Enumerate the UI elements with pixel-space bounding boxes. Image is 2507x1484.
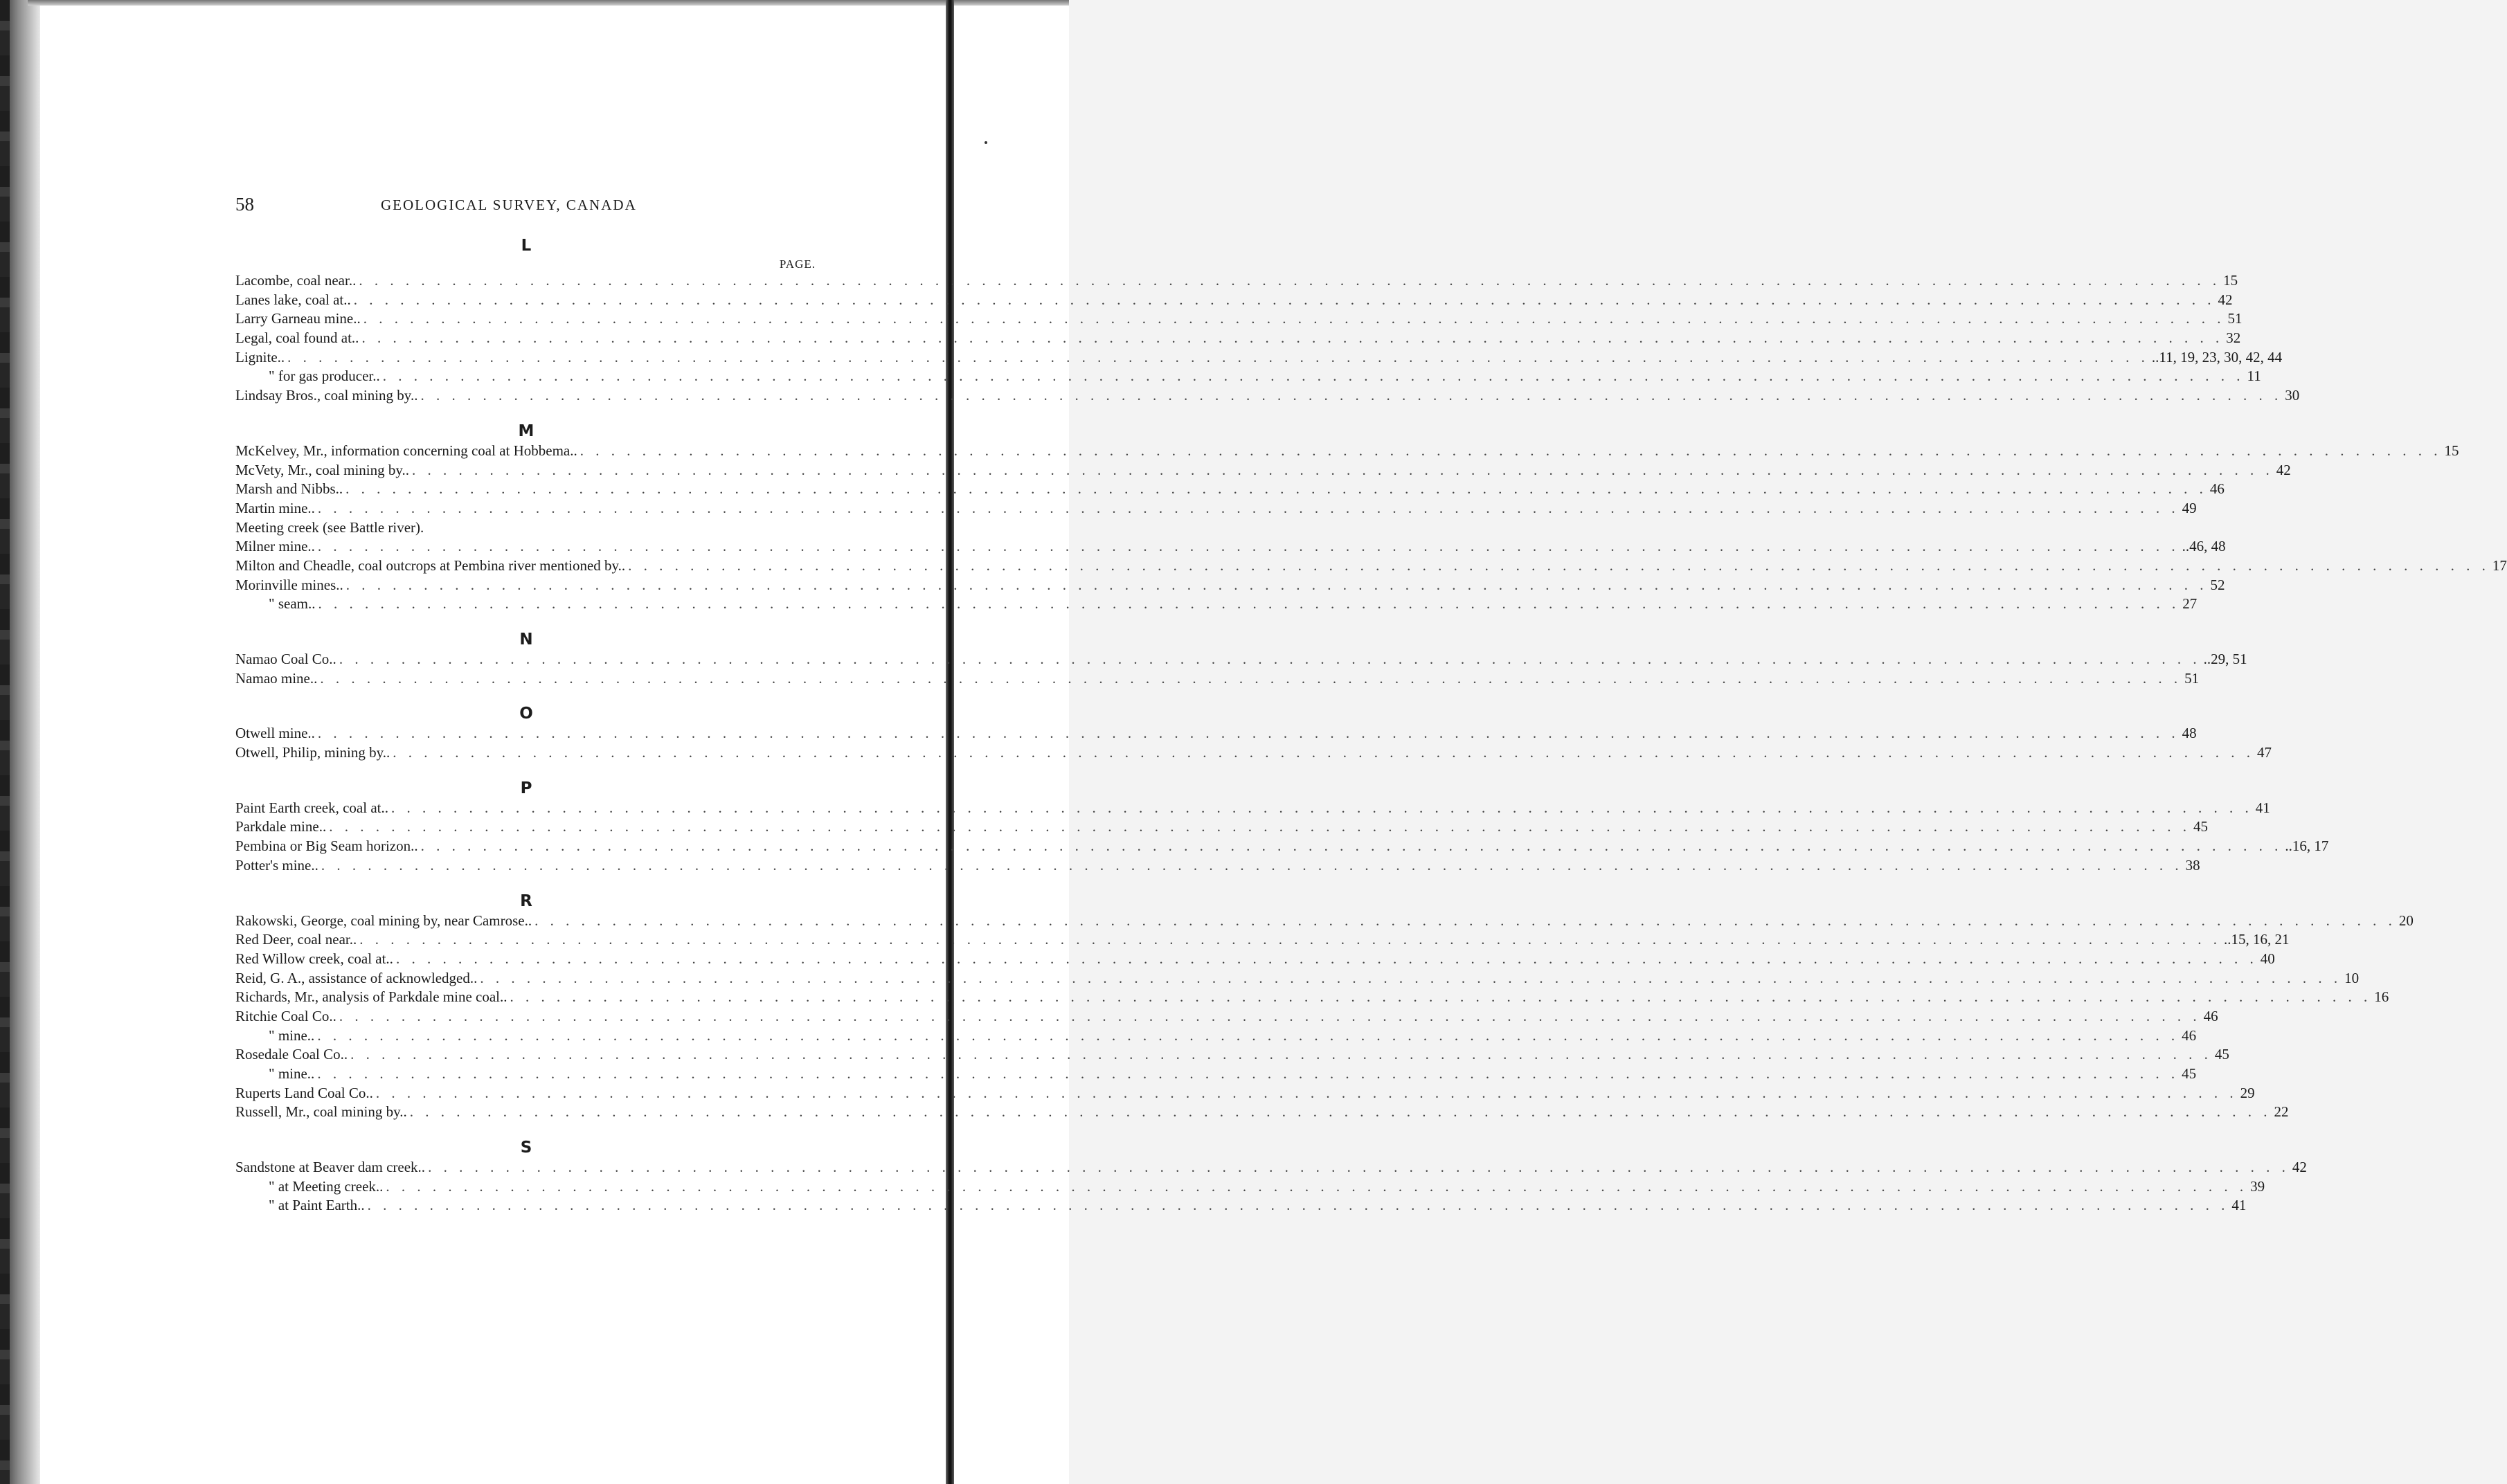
entry-page-refs: 29: [2240, 1084, 2255, 1101]
entry-page-refs: 48: [2182, 725, 2197, 742]
entry-text: " mine..: [269, 1065, 315, 1082]
index-entry: [235, 499, 2197, 518]
entry-page-refs: 40: [2260, 950, 2275, 967]
leader-dots: . . . . . . . . . . . . . . . . . . . . . . . . . . . . . . . . . . . . . . . . . . . . . . . . . . . . . . . . . . . . . . . . . . . . . . . . . . . . . . . . . . . . . . . . . . . . . . . . . . . . . . . . . . . . . . . . . . . . . . . .: [353, 291, 2216, 308]
leader-dots: . . . . . . . . . . . . . . . . . . . . . . . . . . . . . . . . . . . . . . . . . . . . . . . . . . . . . . . . . . . . . . . . . . . . . . . . . . . . . . . . . . . . . . . . . . . . . . . . . . . . . . . . . . . . . . . . . . . . . . . .: [363, 310, 2225, 327]
entry-page-refs: ..46, 48: [2182, 538, 2226, 555]
entry-text: Rakowski, George, coal mining by, near Camrose..: [235, 912, 532, 929]
index-listing: [235, 235, 2507, 1215]
entry-page-refs: 41: [2231, 1197, 2247, 1214]
section-letter: N: [519, 631, 533, 649]
index-entry: [235, 837, 2329, 856]
leader-dots: . . . . . . . . . . . . . . . . . . . . . . . . . . . . . . . . . . . . . . . . . . . . . . . . . . . . . . . . . . . . . . . . . . . . . . . . . . . . . . . . . . . . . . . . . . . . . . . . . . . . . . . . . . . . . . . . . . . . . . . .: [390, 799, 2253, 816]
index-entry: [235, 1177, 2265, 1197]
index-entry: [235, 724, 2197, 743]
leader-dots: . . . . . . . . . . . . . . . . . . . . . . . . . . . . . . . . . . . . . . . . . . . . . . . . . . . . . . . . . . . . . . . . . . . . . . . . . . . . . . . . . . . . . . . . . . . . . . . . . . . . . . . . . . . . . . . . . . . . . . . .: [480, 969, 2342, 986]
leader-dots: . . . . . . . . . . . . . . . . . . . . . . . . . . . . . . . . . . . . . . . . . . . . . . . . . . . . . . . . . . . . . . . . . . . . . . . . . . . . . . . . . . . . . . . . . . . . . . . . . . . . . . . . . . . . . . . . . . . . . . . .: [317, 538, 2180, 555]
entry-text: McVety, Mr., coal mining by..: [235, 461, 409, 478]
entry-page-refs: 27: [2182, 595, 2198, 613]
index-entry: [235, 461, 2291, 480]
leader-dots: . . . . . . . . . . . . . . . . . . . . . . . . . . . . . . . . . . . . . . . . . . . . . . . . . . . . . . . . . . . . . . . . . . . . . . . . . . . . . . . . . . . . . . . . . . . . . . . . . . . . . . . . . . . . . . . . . . . . . . . .: [382, 368, 2245, 385]
entry-page-refs: 39: [2250, 1177, 2265, 1195]
entry-text: Rosedale Coal Co..: [235, 1046, 348, 1063]
entry-page-refs: 16: [2374, 988, 2389, 1006]
leader-dots: . . . . . . . . . . . . . . . . . . . . . . . . . . . . . . . . . . . . . . . . . . . . . . . . . . . . . . . . . . . . . . . . . . . . . . . . . . . . . . . . . . . . . . . . . . . . . . . . . . . . . . . . . . . . . . . . . . . . . . . .: [395, 950, 2258, 967]
entry-page-refs: 15: [2223, 272, 2238, 289]
entry-text: " at Meeting creek..: [269, 1177, 384, 1195]
entry-text: Reid, G. A., assistance of acknowledged..: [235, 969, 478, 986]
entry-page-refs: 45: [2193, 818, 2208, 835]
entry-text: Meeting creek (see Battle river).: [235, 518, 424, 536]
index-entry: [235, 930, 2290, 950]
entry-text: Russell, Mr., coal mining by..: [235, 1103, 407, 1121]
entry-page-refs: 42: [2276, 461, 2291, 478]
entry-text: McKelvey, Mr., information concerning coal at Hobbema..: [235, 442, 577, 459]
index-entry: [235, 329, 2241, 348]
leader-dots: . . . . . . . . . . . . . . . . . . . . . . . . . . . . . . . . . . . . . . . . . . . . . . . . . . . . . . . . . . . . . . . . . . . . . . . . . . . . . . . . . . . . . . . . . . . . . . . . . . . . . . . . . . . . . . . . . . . . . . . .: [318, 595, 2180, 613]
leader-dots: . . . . . . . . . . . . . . . . . . . . . . . . . . . . . . . . . . . . . . . . . . . . . . . . . . . . . . . . . . . . . . . . . . . . . . . . . . . . . . . . . . . . . . . . . . . . . . . . . . . . . . . . . . . . . . . . . . . . . . . .: [321, 856, 2183, 874]
index-entry: [235, 988, 2389, 1007]
entry-page-refs: 38: [2185, 856, 2200, 874]
entry-text: Morinville mines..: [235, 576, 343, 593]
index-entry: [235, 480, 2225, 499]
index-entry: [235, 1065, 2197, 1084]
leader-dots: . . . . . . . . . . . . . . . . . . . . . . . . . . . . . . . . . . . . . . . . . . . . . . . . . . . . . . . . . . . . . . . . . . . . . . . . . . . . . . . . . . . . . . . . . . . . . . . . . . . . . . . . . . . . . . . . . . . . . . . .: [579, 442, 2442, 459]
entry-page-refs: 52: [2210, 576, 2225, 593]
entry-page-refs: 41: [2255, 799, 2270, 816]
leader-dots: . . . . . . . . . . . . . . . . . . . . . . . . . . . . . . . . . . . . . . . . . . . . . . . . . . . . . . . . . . . . . . . . . . . . . . . . . . . . . . . . . . . . . . . . . . . . . . . . . . . . . . . . . . . . . . . . . . . . . . . .: [339, 651, 2201, 667]
leader-dots: . . . . . . . . . . . . . . . . . . . . . . . . . . . . . . . . . . . . . . . . . . . . . . . . . . . . . . . . . . . . . . . . . . . . . . . . . . . . . . . . . . . . . . . . . . . . . . . . . . . . . . . . . . . . . . . . . . . . . . . .: [359, 272, 2221, 289]
entry-page-refs: 22: [2274, 1103, 2289, 1121]
leader-dots: . . . . . . . . . . . . . . . . . . . . . . . . . . . . . . . . . . . . . . . . . . . . . . . . . . . . . . . . . . . . . . . . . . . . . . . . . . . . . . . . . . . . . . . . . . . . . . . . . . . . . . . . . . . . . . . . . . . . . . . .: [317, 1026, 2180, 1044]
page-header: [235, 194, 651, 215]
section-letter: R: [520, 892, 532, 910]
entry-text: Milton and Cheadle, coal outcrops at Pembina river mentioned by..: [235, 556, 626, 574]
index-entry: [235, 1158, 2307, 1177]
entry-page-refs: 47: [2256, 744, 2272, 761]
leader-dots: . . . . . . . . . . . . . . . . . . . . . . . . . . . . . . . . . . . . . . . . . . . . . . . . . . . . . . . . . . . . . . . . . . . . . . . . . . . . . . . . . . . . . . . . . . . . . . . . . . . . . . . . . . . . . . . . . . . . . . . .: [361, 329, 2224, 347]
index-entry: [235, 518, 817, 538]
index-entry: [235, 271, 2238, 291]
leader-dots: . . . . . . . . . . . . . . . . . . . . . . . . . . . . . . . . . . . . . . . . . . . . . . . . . . . . . . . . . . . . . . . . . . . . . . . . . . . . . . . . . . . . . . . . . . . . . . . . . . . . . . . . . . . . . . . . . . . . . . . .: [428, 1159, 2290, 1176]
index-entry: [235, 669, 2200, 689]
entry-page-refs: 46: [2203, 1007, 2218, 1024]
entry-page-refs: 20: [2398, 912, 2414, 929]
entry-page-refs: 46: [2209, 480, 2225, 498]
index-entry: [235, 1103, 2289, 1122]
entry-text: Lignite..: [235, 348, 285, 365]
page-number: 58: [235, 194, 254, 215]
index-entry: [235, 595, 2198, 614]
section-letter: M: [518, 422, 534, 440]
index-entry: [235, 291, 2233, 310]
entry-page-refs: 30: [2285, 387, 2300, 404]
leader-dots: . . . . . . . . . . . . . . . . . . . . . . . . . . . . . . . . . . . . . . . . . . . . . . . . . . . . . . . . . . . . . . . . . . . . . . . . . . . . . . . . . . . . . . . . . . . . . . . . . . . . . . . . . . . . . . . . . . . . . . . .: [628, 556, 2490, 574]
entry-text: Lanes lake, coal at..: [235, 291, 351, 308]
entry-page-refs: 45: [2182, 1065, 2197, 1082]
entry-page-refs: 45: [2214, 1046, 2229, 1063]
entry-text: Martin mine..: [235, 499, 315, 516]
entry-text: Namao Coal Co..: [235, 651, 336, 667]
entry-text: Richards, Mr., analysis of Parkdale mine coal..: [235, 988, 507, 1006]
leader-dots: . . . . . . . . . . . . . . . . . . . . . . . . . . . . . . . . . . . . . . . . . . . . . . . . . . . . . . . . . . . . . . . . . . . . . . . . . . . . . . . . . . . . . . . . . . . . . . . . . . . . . . . . . . . . . . . . . . . . . . . .: [534, 912, 2396, 929]
entry-text: Ruperts Land Coal Co..: [235, 1084, 373, 1101]
entry-text: Red Deer, coal near..: [235, 931, 357, 948]
entry-text: " at Paint Earth..: [269, 1197, 365, 1214]
index-entry: [235, 442, 2459, 461]
entry-text: Potter's mine..: [235, 856, 318, 874]
leader-dots: . . . . . . . . . . . . . . . . . . . . . . . . . . . . . . . . . . . . . . . . . . . . . . . . . . . . . . . . . . . . . . . . . . . . . . . . . . . . . . . . . . . . . . . . . . . . . . . . . . . . . . . . . . . . . . . . . . . . . . . .: [320, 669, 2182, 687]
entry-text: Red Willow creek, coal at..: [235, 950, 393, 967]
index-section-r: [235, 891, 2414, 1123]
running-title: GEOLOGICAL SURVEY, CANADA: [381, 197, 637, 213]
index-entry: [235, 1084, 2255, 1103]
index-entry: [235, 1045, 2229, 1065]
entry-text: Otwell mine..: [235, 725, 315, 742]
section-letter: O: [519, 705, 533, 723]
index-entry: [235, 537, 2226, 556]
index-entry: [235, 950, 2275, 969]
page-top-edge: [28, 0, 1069, 6]
leader-dots: . . . . . . . . . . . . . . . . . . . . . . . . . . . . . . . . . . . . . . . . . . . . . . . . . . . . . . . . . . . . . . . . . . . . . . . . . . . . . . . . . . . . . . . . . . . . . . . . . . . . . . . . . . . . . . . . . . . . . . . .: [386, 1177, 2248, 1195]
entry-page-refs: ..16, 17: [2285, 838, 2329, 855]
leader-dots: . . . . . . . . . . . . . . . . . . . . . . . . . . . . . . . . . . . . . . . . . . . . . . . . . . . . . . . . . . . . . . . . . . . . . . . . . . . . . . . . . . . . . . . . . . . . . . . . . . . . . . . . . . . . . . . . . . . . . . . .: [345, 480, 2207, 498]
entry-page-refs: ..15, 16, 21: [2224, 931, 2290, 948]
leader-dots: . . . . . . . . . . . . . . . . . . . . . . . . . . . . . . . . . . . . . . . . . . . . . . . . . . . . . . . . . . . . . . . . . . . . . . . . . . . . . . . . . . . . . . . . . . . . . . . . . . . . . . . . . . . . . . . . . . . . . . . .: [287, 348, 2149, 365]
index-entry: [235, 386, 2300, 406]
entry-page-refs: 17: [2492, 556, 2507, 574]
index-entry: [235, 912, 2414, 931]
entry-text: Paint Earth creek, coal at..: [235, 799, 388, 816]
index-entry: [235, 576, 2225, 595]
index-entry: [235, 743, 2272, 763]
entry-page-refs: 49: [2182, 499, 2197, 516]
leader-dots: . . . . . . . . . . . . . . . . . . . . . . . . . . . . . . . . . . . . . . . . . . . . . . . . . . . . . . . . . . . . . . . . . . . . . . . . . . . . . . . . . . . . . . . . . . . . . . . . . . . . . . . . . . . . . . . . . . . . . . . .: [375, 1084, 2238, 1101]
index-entry: [235, 817, 2208, 837]
index-entry: [235, 1196, 2247, 1215]
section-letter: P: [520, 779, 532, 797]
index-section-p: [235, 778, 2329, 876]
entry-page-refs: 42: [2218, 291, 2233, 308]
index-entry: [235, 348, 2283, 368]
leader-dots: . . . . . . . . . . . . . . . . . . . . . . . . . . . . . . . . . . . . . . . . . . . . . . . . . . . . . . . . . . . . . . . . . . . . . . . . . . . . . . . . . . . . . . . . . . . . . . . . . . . . . . . . . . . . . . . . . . . . . . . .: [339, 1007, 2201, 1024]
index-entry: [235, 367, 2261, 386]
entry-page-refs: 15: [2444, 442, 2459, 459]
index-entry: [235, 650, 2247, 669]
binding-edge: [0, 0, 10, 1484]
leader-dots: . . . . . . . . . . . . . . . . . . . . . . . . . . . . . . . . . . . . . . . . . . . . . . . . . . . . . . . . . . . . . . . . . . . . . . . . . . . . . . . . . . . . . . . . . . . . . . . . . . . . . . . . . . . . . . . . . . . . . . . .: [420, 838, 2283, 855]
leader-dots: . . . . . . . . . . . . . . . . . . . . . . . . . . . . . . . . . . . . . . . . . . . . . . . . . . . . . . . . . . . . . . . . . . . . . . . . . . . . . . . . . . . . . . . . . . . . . . . . . . . . . . . . . . . . . . . . . . . . . . . .: [359, 931, 2221, 948]
index-entry: [235, 799, 2270, 818]
section-letter: L: [521, 237, 532, 255]
leader-dots: . . . . . . . . . . . . . . . . . . . . . . . . . . . . . . . . . . . . . . . . . . . . . . . . . . . . . . . . . . . . . . . . . . . . . . . . . . . . . . . . . . . . . . . . . . . . . . . . . . . . . . . . . . . . . . . . . . . . . . . .: [412, 461, 2274, 478]
entry-page-refs: ..11, 19, 23, 30, 42, 44: [2151, 348, 2283, 365]
entry-text: Lacombe, coal near..: [235, 272, 357, 289]
entry-page-refs: 42: [2292, 1159, 2307, 1176]
entry-text: Milner mine..: [235, 538, 315, 555]
index-section-l: [235, 235, 2300, 406]
index-entry: [235, 856, 2200, 876]
entry-text: Legal, coal found at..: [235, 329, 359, 347]
entry-page-refs: 11: [2247, 368, 2261, 385]
index-entry: [235, 1026, 2197, 1046]
leader-dots: . . . . . . . . . . . . . . . . . . . . . . . . . . . . . . . . . . . . . . . . . . . . . . . . . . . . . . . . . . . . . . . . . . . . . . . . . . . . . . . . . . . . . . . . . . . . . . . . . . . . . . . . . . . . . . . . . . . . . . . .: [345, 576, 2208, 593]
leader-dots: . . . . . . . . . . . . . . . . . . . . . . . . . . . . . . . . . . . . . . . . . . . . . . . . . . . . . . . . . . . . . . . . . . . . . . . . . . . . . . . . . . . . . . . . . . . . . . . . . . . . . . . . . . . . . . . . . . . . . . . .: [409, 1103, 2272, 1121]
entry-text: " seam..: [269, 595, 316, 613]
entry-page-refs: 32: [2226, 329, 2241, 347]
paper-speck: [985, 141, 987, 144]
leader-dots: . . . . . . . . . . . . . . . . . . . . . . . . . . . . . . . . . . . . . . . . . . . . . . . . . . . . . . . . . . . . . . . . . . . . . . . . . . . . . . . . . . . . . . . . . . . . . . . . . . . . . . . . . . . . . . . . . . . . . . . .: [510, 988, 2372, 1006]
page-column-heading: PAGE.: [779, 257, 816, 271]
leader-dots: . . . . . . . . . . . . . . . . . . . . . . . . . . . . . . . . . . . . . . . . . . . . . . . . . . . . . . . . . . . . . . . . . . . . . . . . . . . . . . . . . . . . . . . . . . . . . . . . . . . . . . . . . . . . . . . . . . . . . . . .: [367, 1197, 2229, 1214]
entry-text: Pembina or Big Seam horizon..: [235, 838, 418, 855]
entry-text: Marsh and Nibbs..: [235, 480, 343, 498]
leader-dots: . . . . . . . . . . . . . . . . . . . . . . . . . . . . . . . . . . . . . . . . . . . . . . . . . . . . . . . . . . . . . . . . . . . . . . . . . . . . . . . . . . . . . . . . . . . . . . . . . . . . . . . . . . . . . . . . . . . . . . . .: [393, 744, 2254, 761]
entry-page-refs: 46: [2182, 1026, 2197, 1044]
entry-text: " mine..: [269, 1026, 315, 1044]
entry-text: Namao mine..: [235, 669, 318, 687]
entry-text: " for gas producer..: [269, 368, 380, 385]
leader-dots: . . . . . . . . . . . . . . . . . . . . . . . . . . . . . . . . . . . . . . . . . . . . . . . . . . . . . . . . . . . . . . . . . . . . . . . . . . . . . . . . . . . . . . . . . . . . . . . . . . . . . . . . . . . . . . . . . . . . . . . .: [420, 387, 2283, 404]
leader-dots: . . . . . . . . . . . . . . . . . . . . . . . . . . . . . . . . . . . . . . . . . . . . . . . . . . . . . . . . . . . . . . . . . . . . . . . . . . . . . . . . . . . . . . . . . . . . . . . . . . . . . . . . . . . . . . . . . . . . . . . .: [350, 1046, 2212, 1063]
index-section-m: [235, 421, 2507, 614]
index-entry: [235, 1007, 2218, 1026]
section-letter: S: [520, 1139, 532, 1157]
entry-text: Ritchie Coal Co..: [235, 1007, 336, 1024]
entry-page-refs: 51: [2184, 669, 2200, 687]
index-section-s: [235, 1137, 2307, 1215]
index-entry: [235, 969, 2360, 988]
entry-page-refs: 51: [2227, 310, 2243, 327]
index-entry: [235, 556, 2507, 576]
entry-text: Sandstone at Beaver dam creek..: [235, 1159, 426, 1176]
entry-text: Otwell, Philip, mining by..: [235, 744, 390, 761]
entry-text: Parkdale mine..: [235, 818, 327, 835]
index-section-o: [235, 703, 2272, 762]
index-section-n: [235, 629, 2247, 688]
entry-page-refs: ..29, 51: [2203, 651, 2247, 667]
leader-dots: . . . . . . . . . . . . . . . . . . . . . . . . . . . . . . . . . . . . . . . . . . . . . . . . . . . . . . . . . . . . . . . . . . . . . . . . . . . . . . . . . . . . . . . . . . . . . . . . . . . . . . . . . . . . . . . . . . . . . . . .: [329, 818, 2191, 835]
leader-dots: . . . . . . . . . . . . . . . . . . . . . . . . . . . . . . . . . . . . . . . . . . . . . . . . . . . . . . . . . . . . . . . . . . . . . . . . . . . . . . . . . . . . . . . . . . . . . . . . . . . . . . . . . . . . . . . . . . . . . . . .: [317, 1065, 2180, 1082]
leader-dots: . . . . . . . . . . . . . . . . . . . . . . . . . . . . . . . . . . . . . . . . . . . . . . . . . . . . . . . . . . . . . . . . . . . . . . . . . . . . . . . . . . . . . . . . . . . . . . . . . . . . . . . . . . . . . . . . . . . . . . . .: [317, 725, 2180, 742]
leader-dots: . . . . . . . . . . . . . . . . . . . . . . . . . . . . . . . . . . . . . . . . . . . . . . . . . . . . . . . . . . . . . . . . . . . . . . . . . . . . . . . . . . . . . . . . . . . . . . . . . . . . . . . . . . . . . . . . . . . . . . . .: [317, 499, 2180, 516]
index-entry: [235, 309, 2243, 329]
entry-text: Lindsay Bros., coal mining by..: [235, 387, 418, 404]
entry-page-refs: 10: [2344, 969, 2360, 986]
entry-text: Larry Garneau mine..: [235, 310, 361, 327]
